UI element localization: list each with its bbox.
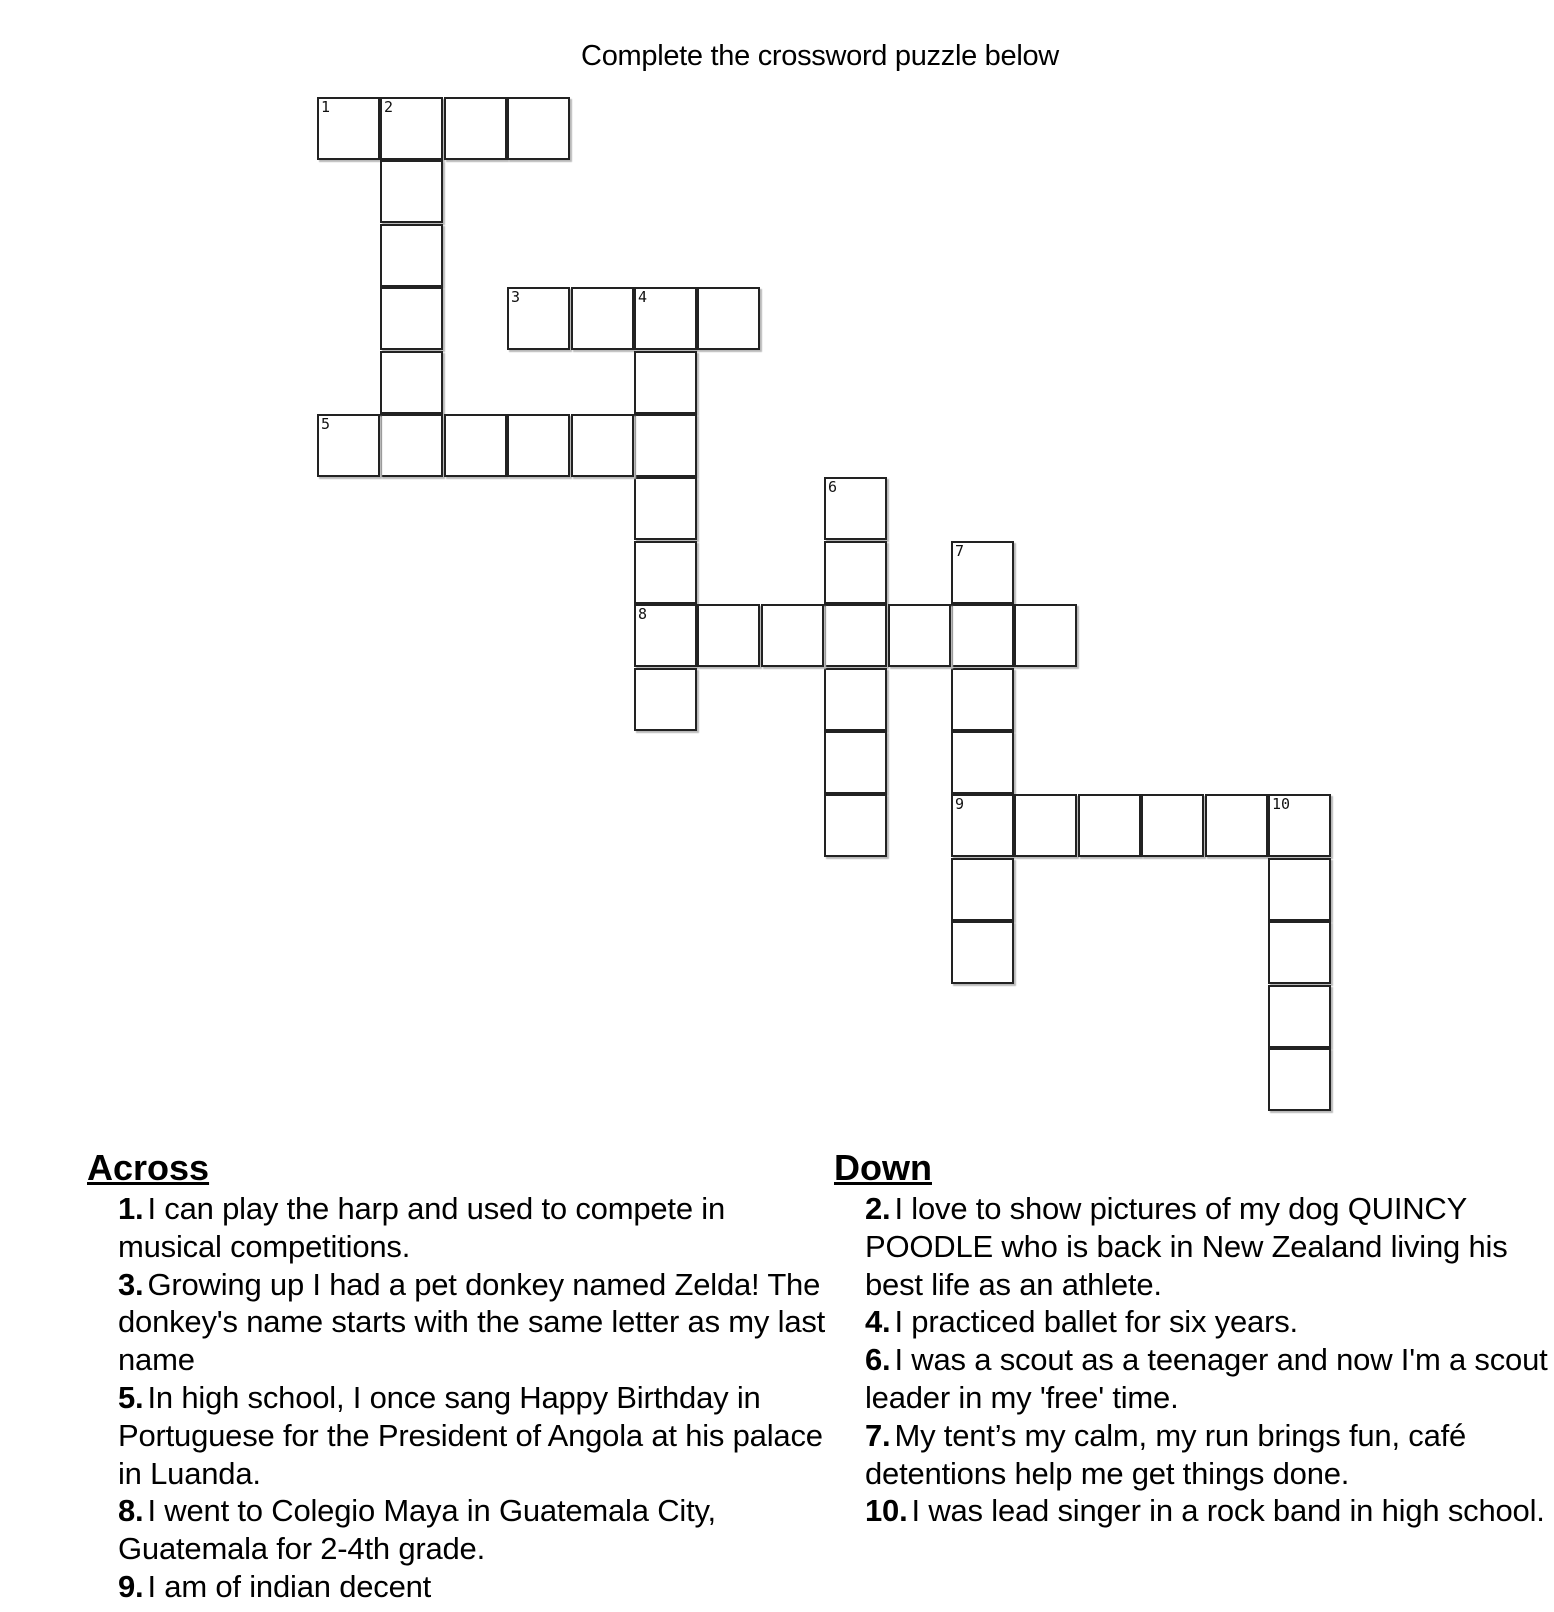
crossword-cell[interactable]	[1268, 1048, 1331, 1111]
crossword-cell[interactable]	[697, 287, 760, 350]
crossword-cell[interactable]	[380, 160, 443, 223]
crossword-cell[interactable]	[1205, 794, 1268, 857]
clue-text: My tent’s my calm, my run brings fun, café detentions help me get things done.	[865, 1417, 1467, 1491]
crossword-cell[interactable]	[507, 97, 570, 160]
crossword-cell[interactable]	[634, 351, 697, 414]
down-clue-2	[865, 1190, 1554, 1303]
crossword-cell[interactable]	[951, 604, 1014, 667]
cell-number: 2	[384, 98, 394, 116]
clue-text: I practiced ballet for six years.	[894, 1304, 1298, 1340]
crossword-cell[interactable]	[1268, 921, 1331, 984]
puzzle-title: Complete the crossword puzzle below	[581, 40, 1059, 72]
down-clue-6	[865, 1341, 1554, 1417]
across-clues-section	[87, 1148, 827, 1606]
crossword-cell[interactable]	[824, 477, 887, 540]
crossword-cell[interactable]	[951, 541, 1014, 604]
across-clue-1	[118, 1190, 827, 1266]
crossword-cell[interactable]	[1078, 794, 1141, 857]
clue-number: 10.	[865, 1493, 908, 1529]
crossword-cell[interactable]	[824, 794, 887, 857]
across-clue-3	[118, 1266, 827, 1379]
crossword-cell[interactable]	[1014, 794, 1077, 857]
clue-number: 7.	[865, 1417, 891, 1453]
crossword-cell[interactable]	[697, 604, 760, 667]
crossword-cell[interactable]	[1268, 985, 1331, 1048]
crossword-cell[interactable]	[380, 414, 443, 477]
clue-number: 2.	[865, 1191, 891, 1226]
cell-number: 9	[955, 795, 965, 813]
crossword-cell[interactable]	[317, 97, 380, 160]
clue-text: In high school, I once sang Happy Birthday in Portuguese for the President of Angola at his palace in Luanda.	[118, 1379, 823, 1491]
clue-number: 6.	[865, 1342, 891, 1378]
crossword-cell[interactable]	[507, 414, 570, 477]
crossword-cell[interactable]	[951, 858, 1014, 921]
across-clue-5	[118, 1379, 827, 1492]
clue-text: I can play the harp and used to compete in musical competitions.	[118, 1191, 726, 1264]
cell-number: 5	[321, 415, 331, 433]
down-heading: Down	[834, 1147, 932, 1188]
clue-number: 3.	[118, 1266, 144, 1302]
crossword-cell[interactable]	[951, 731, 1014, 794]
clue-text: I was a scout as a teenager and now I'm a scout leader in my 'free' time.	[865, 1342, 1548, 1415]
clue-number: 9.	[118, 1568, 144, 1604]
across-clue-9	[118, 1568, 827, 1606]
crossword-cell[interactable]	[507, 287, 570, 350]
crossword-cell[interactable]	[634, 668, 697, 731]
clue-text: I went to Colegio Maya in Guatemala City, Guatemala for 2-4th grade.	[118, 1493, 716, 1567]
across-clue-8	[118, 1492, 827, 1568]
crossword-cell[interactable]	[634, 477, 697, 540]
clue-number: 4.	[865, 1304, 891, 1340]
crossword-cell[interactable]	[824, 731, 887, 794]
cell-number: 10	[1272, 795, 1291, 813]
clue-text: I love to show pictures of my dog QUINCY POODLE who is back in New Zealand living his best life as an athlete.	[865, 1191, 1508, 1302]
clue-text: Growing up I had a pet donkey named Zelda! The donkey's name starts with the same letter as my last name	[118, 1266, 826, 1378]
crossword-cell[interactable]	[824, 668, 887, 731]
clue-number: 8.	[118, 1493, 144, 1529]
crossword-cell[interactable]	[634, 541, 697, 604]
cell-number: 6	[828, 478, 838, 496]
crossword-cell[interactable]	[634, 287, 697, 350]
crossword-cell[interactable]	[444, 97, 507, 160]
crossword-cell[interactable]	[1014, 604, 1077, 667]
across-clue-list	[87, 1190, 827, 1606]
clue-text: I was lead singer in a rock band in high school.	[911, 1493, 1545, 1529]
clue-text: I am of indian decent	[147, 1568, 432, 1604]
crossword-cell[interactable]	[951, 921, 1014, 984]
down-clue-10	[865, 1492, 1554, 1530]
crossword-cell[interactable]	[571, 414, 634, 477]
cell-number: 1	[321, 98, 331, 116]
crossword-cell[interactable]	[380, 287, 443, 350]
cell-number: 4	[638, 288, 648, 306]
crossword-cell[interactable]	[634, 414, 697, 477]
crossword-cell[interactable]	[1141, 794, 1204, 857]
cell-number: 8	[638, 605, 648, 623]
clue-number: 1.	[118, 1191, 144, 1226]
crossword-cell[interactable]	[444, 414, 507, 477]
crossword-cell[interactable]	[888, 604, 951, 667]
crossword-cell[interactable]	[380, 351, 443, 414]
down-clue-7	[865, 1417, 1554, 1493]
down-clue-list	[834, 1190, 1554, 1530]
crossword-cell[interactable]	[824, 541, 887, 604]
crossword-cell[interactable]	[824, 604, 887, 667]
crossword-cell[interactable]	[380, 224, 443, 287]
crossword-cell[interactable]	[1268, 794, 1331, 857]
crossword-cell[interactable]	[634, 604, 697, 667]
cell-number: 3	[511, 288, 521, 306]
cell-number: 7	[955, 542, 965, 560]
clue-number: 5.	[118, 1379, 144, 1415]
crossword-cell[interactable]	[761, 604, 824, 667]
across-heading: Across	[87, 1147, 210, 1188]
crossword-cell[interactable]	[571, 287, 634, 350]
crossword-cell[interactable]	[317, 414, 380, 477]
crossword-cell[interactable]	[951, 668, 1014, 731]
crossword-cell[interactable]	[380, 97, 443, 160]
crossword-cell[interactable]	[951, 794, 1014, 857]
down-clue-4	[865, 1303, 1554, 1341]
crossword-cell[interactable]	[1268, 858, 1331, 921]
down-clues-section	[834, 1148, 1554, 1530]
